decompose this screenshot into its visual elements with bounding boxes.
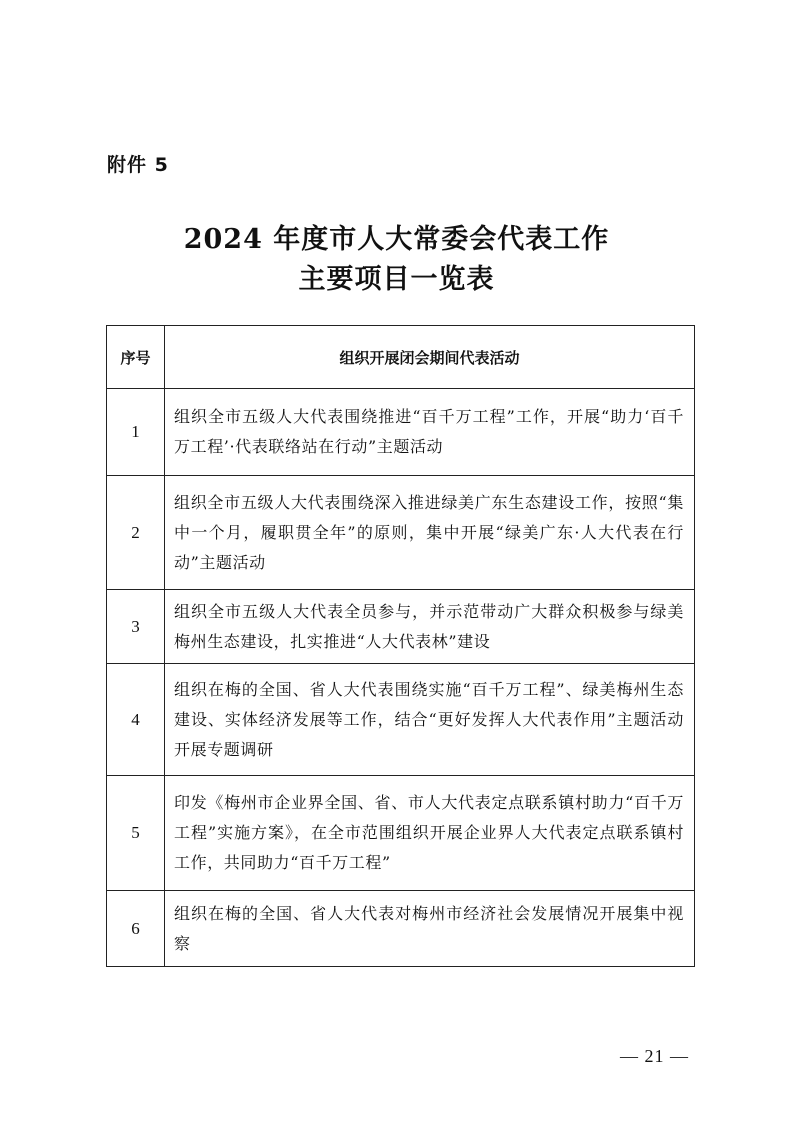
row-text: 组织全市五级人大代表围绕深入推进绿美广东生态建设工作，按照“集中一个月，履职贯全年”的原则，集中开展“绿美广东·人大代表在行动”主题活动 bbox=[165, 476, 695, 590]
table-row bbox=[107, 389, 695, 476]
table-header-row bbox=[107, 326, 695, 389]
document-title-line1: 2024 年度市人大常委会代表工作 bbox=[183, 224, 610, 255]
row-index: 3 bbox=[107, 590, 165, 664]
project-table bbox=[106, 325, 695, 967]
table-row bbox=[107, 590, 695, 664]
row-index: 5 bbox=[107, 776, 165, 891]
row-text: 组织在梅的全国、省人大代表围绕实施“百千万工程”、绿美梅州生态建设、实体经济发展等工作，结合“更好发挥人大代表作用”主题活动开展专题调研 bbox=[165, 664, 695, 776]
row-index: 6 bbox=[107, 891, 165, 967]
row-index: 2 bbox=[107, 476, 165, 590]
page-number: — 21 — bbox=[620, 1046, 689, 1066]
row-index: 1 bbox=[107, 389, 165, 476]
table-row bbox=[107, 891, 695, 967]
row-text: 印发《梅州市企业界全国、省、市人大代表定点联系镇村助力“百千万工程”实施方案》，在全市范围组织开展企业界人大代表定点联系镇村工作，共同助力“百千万工程” bbox=[165, 776, 695, 891]
table-row bbox=[107, 776, 695, 891]
row-text: 组织在梅的全国、省人大代表对梅州市经济社会发展情况开展集中视察 bbox=[165, 891, 695, 967]
attachment-label: 附件 5 bbox=[107, 154, 169, 176]
row-text: 组织全市五级人大代表全员参与，并示范带动广大群众积极参与绿美梅州生态建设，扎实推进“人大代表林”建设 bbox=[165, 590, 695, 664]
header-activity: 组织开展闭会期间代表活动 bbox=[165, 326, 695, 389]
row-text: 组织全市五级人大代表围绕推进“百千万工程”工作，开展“助力‘百千万工程’·代表联络站在行动”主题活动 bbox=[165, 389, 695, 476]
table-row bbox=[107, 476, 695, 590]
row-index: 4 bbox=[107, 664, 165, 776]
header-index: 序号 bbox=[107, 326, 165, 389]
document-title-line2: 主要项目一览表 bbox=[298, 264, 495, 295]
table-row bbox=[107, 664, 695, 776]
